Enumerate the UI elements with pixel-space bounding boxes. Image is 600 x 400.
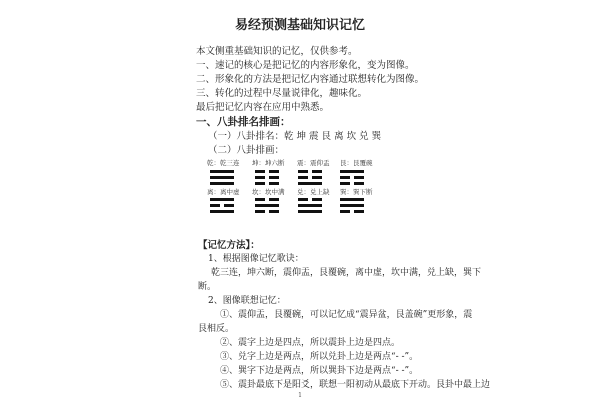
- trigram-label: 乾：乾三连: [207, 159, 240, 167]
- section-heading: 一、八卦排名排画：: [196, 116, 291, 128]
- intro-line: 二、形象化的方法是把记忆内容通过联想转化为图像。: [196, 74, 425, 85]
- trigram-label: 离：离中虚: [207, 188, 240, 196]
- trigram-label: 巽：巽下断: [340, 188, 373, 196]
- method-heading: 【记忆方法】：: [198, 240, 260, 251]
- kun-trigram-icon: [255, 170, 279, 188]
- trigram-names-line: （一）八卦排名：乾 坤 震 艮 离 坎 兑 巽: [208, 131, 382, 142]
- page-number: 1: [298, 392, 302, 399]
- trigram-drawing-heading: （二）八卦排画：: [208, 145, 285, 156]
- trigram-label: 兑：兑上缺: [297, 188, 330, 196]
- intro-line: 本文侧重基础知识的记忆，仅供参考。: [196, 46, 358, 57]
- intro-line: 一、速记的核心是把记忆的内容形象化，变为图像。: [196, 60, 415, 71]
- trigram-label: 坤：坤六断: [252, 159, 285, 167]
- qian-trigram-icon: [210, 170, 234, 188]
- zhen-trigram-icon: [298, 170, 322, 188]
- method-text: ②、震字上边是四点，所以震卦上边是四点。: [220, 338, 401, 348]
- intro-line: 三、转化的过程中尽量说律化，趣味化。: [196, 88, 368, 99]
- li-trigram-icon: [210, 198, 234, 216]
- method-text: 乾三连，坤六断，震仰盂，艮覆碗，离中虚，坎中满，兑上缺，巽下: [211, 268, 482, 278]
- method-text: 2、图像联想记忆：: [208, 296, 286, 306]
- method-text: 1、根据图像记忆歌诀：: [208, 254, 304, 264]
- xun-trigram-icon: [340, 198, 364, 216]
- trigram-label: 震：震仰盂: [297, 159, 330, 167]
- method-text: 断。: [198, 282, 217, 292]
- method-text: ①、震仰盂，艮覆碗，可以记忆成“震异盆，艮盖碗”更形象，震: [220, 310, 473, 320]
- method-text: ④、巽字下边是两点，所以巽卦下边是两点“- -”。: [220, 366, 419, 376]
- method-text: ⑤、震卦最底下是阳爻，联想一阳初动从最底下开动。艮卦中最上边: [220, 380, 491, 390]
- gen-trigram-icon: [340, 170, 364, 188]
- page-title: 易经预测基础知识记忆: [234, 18, 365, 33]
- trigram-label: 坎：坎中满: [252, 188, 285, 196]
- dui-trigram-icon: [298, 198, 322, 216]
- intro-line: 最后把记忆内容在应用中熟悉。: [196, 102, 330, 113]
- method-text: ③、兑字上边是两点，所以兑卦上边是两点“- -”。: [220, 352, 419, 362]
- trigram-label: 艮：艮覆碗: [340, 159, 373, 167]
- kan-trigram-icon: [255, 198, 279, 216]
- method-text: 艮相反。: [198, 324, 235, 334]
